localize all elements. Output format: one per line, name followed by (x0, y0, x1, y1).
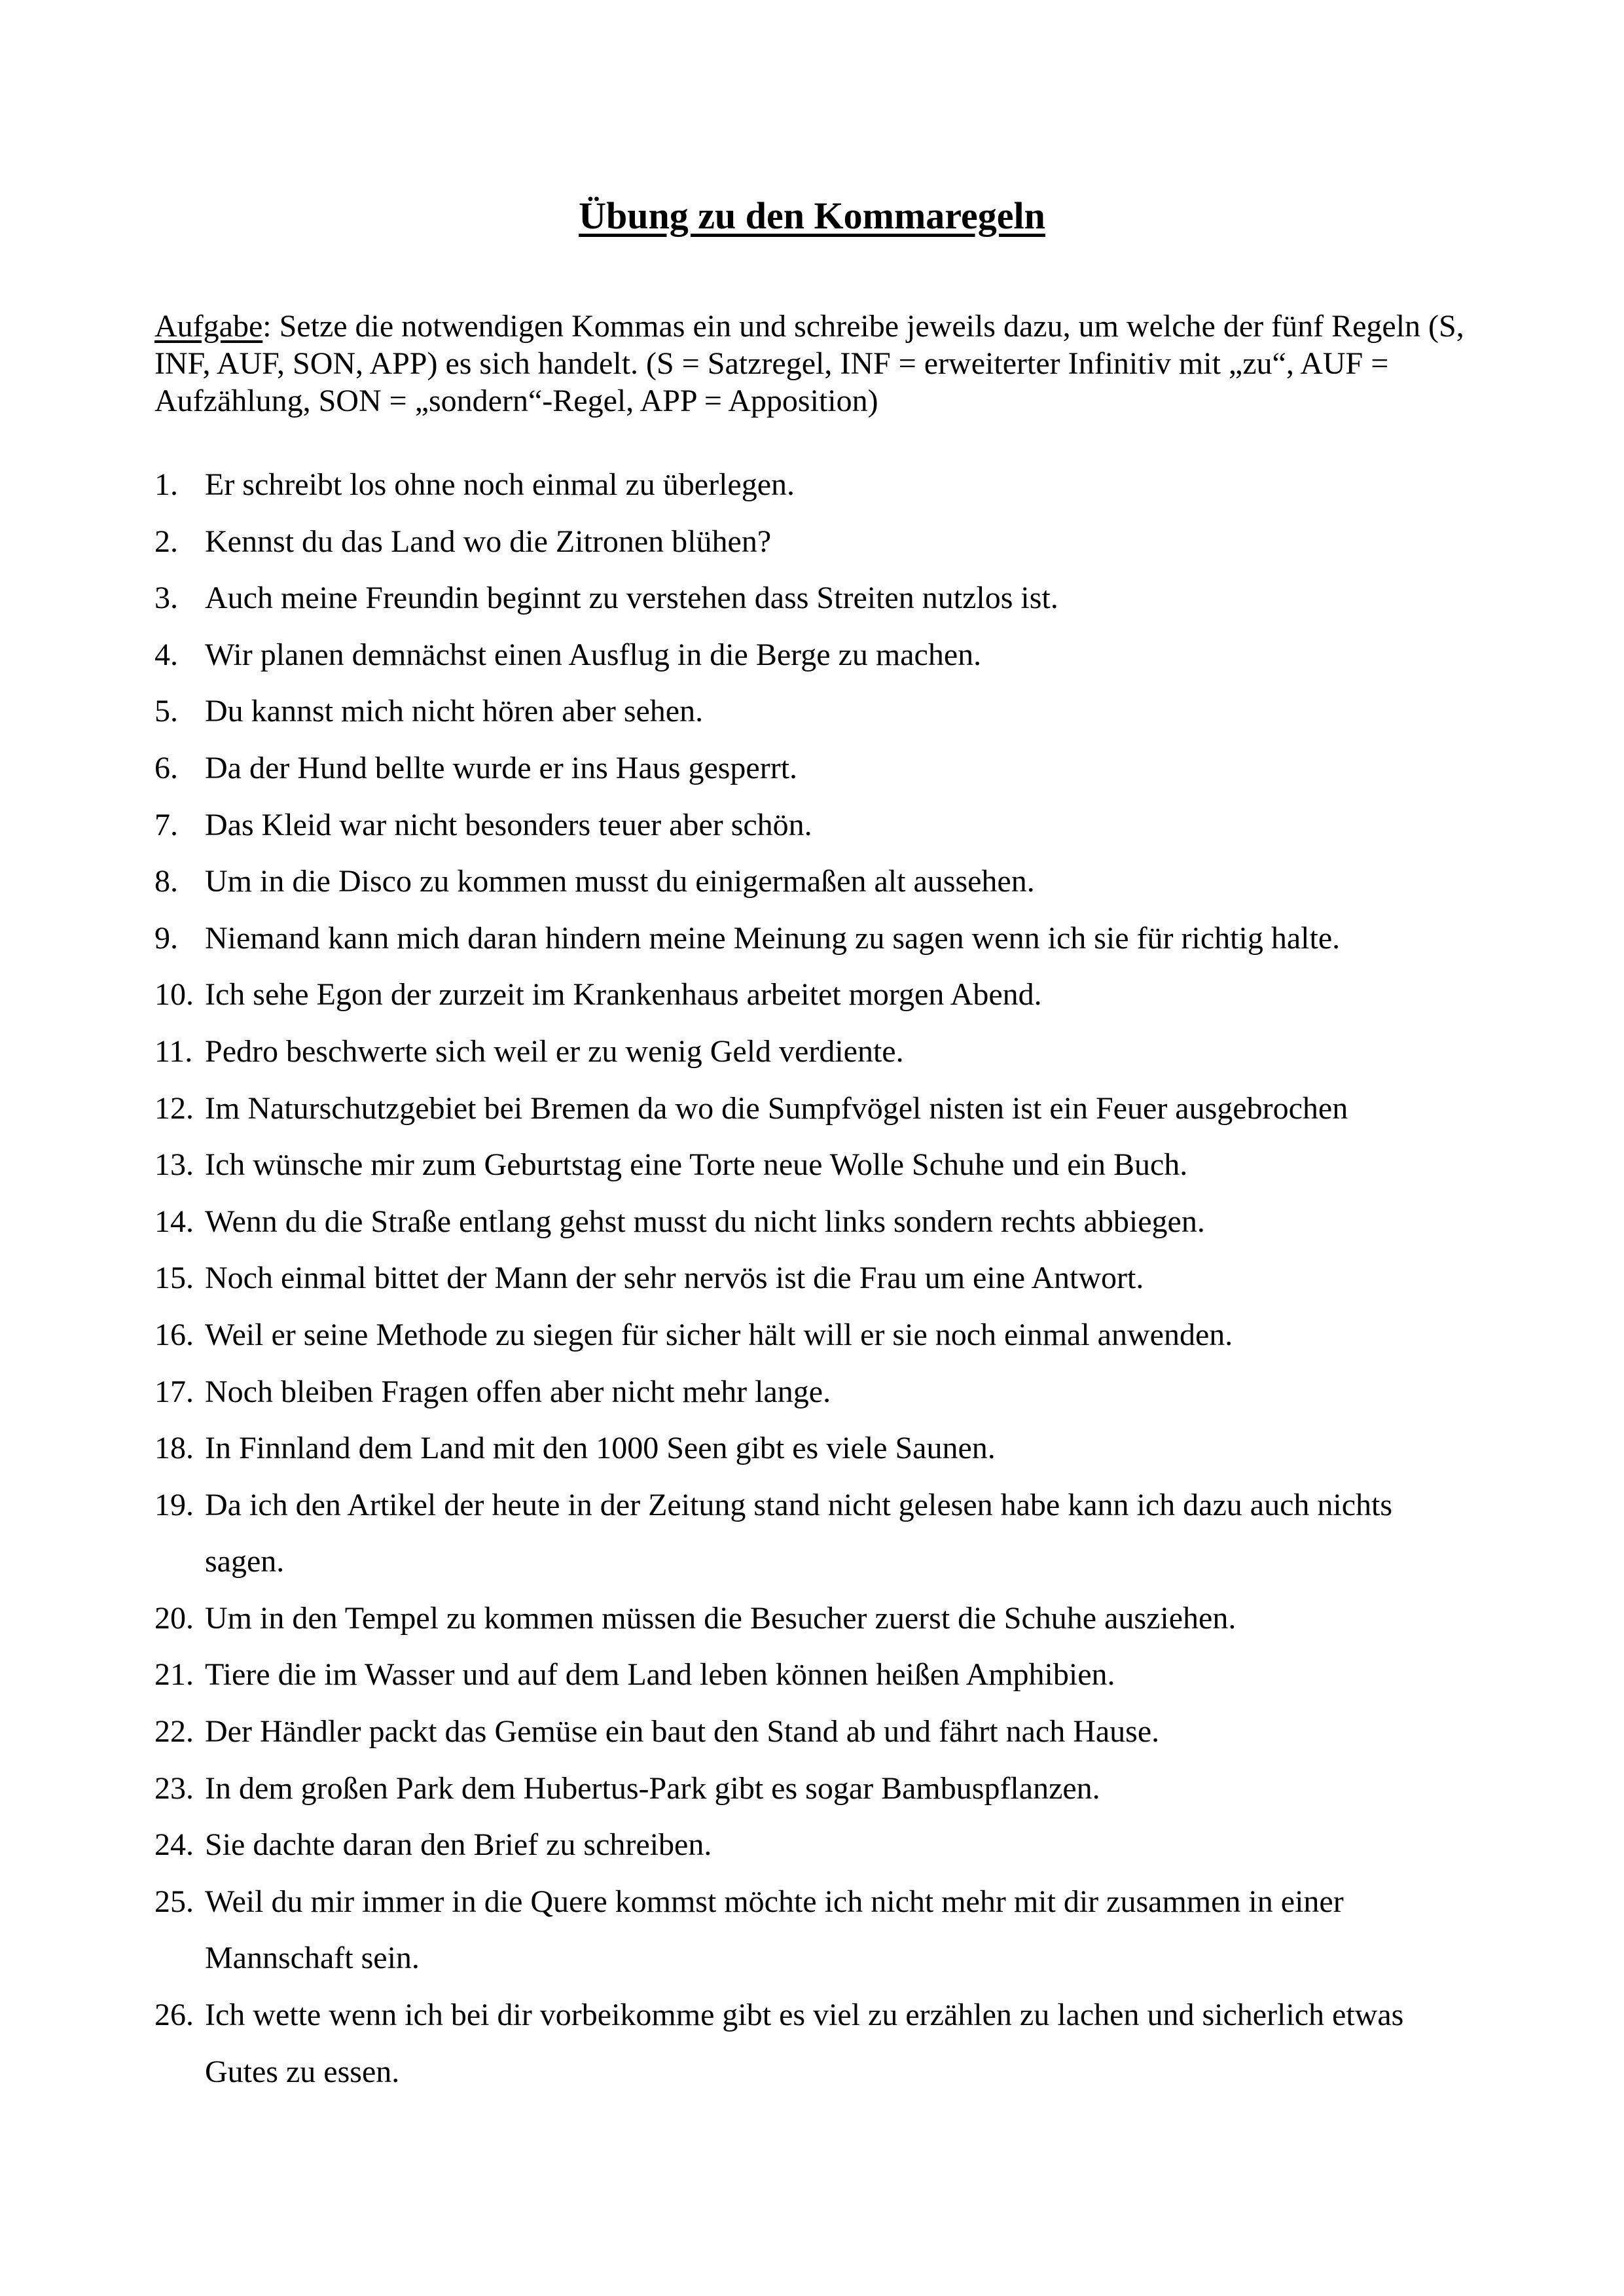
exercise-sentence: Das Kleid war nicht besonders teuer aber schön. (205, 807, 812, 842)
exercise-item (0, 1364, 1624, 1421)
exercise-sentence: Noch einmal bittet der Mann der sehr nervös ist die Frau um eine Antwort. (205, 1261, 1144, 1296)
exercise-item (0, 627, 1624, 684)
exercise-sentence: Ich sehe Egon der zurzeit im Krankenhaus arbeitet morgen Abend. (205, 977, 1042, 1013)
exercise-item (0, 1761, 1624, 1818)
exercise-number: 12. (154, 1090, 194, 1126)
exercise-number: 21. (154, 1657, 194, 1693)
exercise-item (0, 1307, 1624, 1364)
exercise-sentence: Ich wünsche mir zum Geburtstag eine Torte neue Wolle Schuhe und ein Buch. (205, 1147, 1188, 1183)
exercise-item (0, 967, 1624, 1024)
exercise-number: 5. (154, 694, 178, 729)
exercise-sentence: Da der Hund bellte wurde er ins Haus gesperrt. (205, 750, 798, 785)
exercise-sentence: Im Naturschutzgebiet bei Bremen da wo die Sumpfvögel nisten ist ein Feuer ausgebrochen (205, 1090, 1348, 1126)
exercise-item (0, 1250, 1624, 1307)
exercise-number: 15. (154, 1261, 194, 1296)
task-label: Aufgabe (154, 309, 263, 344)
exercise-number: 23. (154, 1770, 194, 1806)
exercise-sentence: Um in die Disco zu kommen musst du einigermaßen alt aussehen. (205, 864, 1035, 899)
exercise-sentence: Niemand kann mich daran hindern meine Meinung zu sagen wenn ich sie für richtig halte. (205, 920, 1341, 956)
exercise-sentence: Auch meine Freundin beginnt zu verstehen dass Streiten nutzlos ist. (205, 581, 1058, 616)
exercise-sentence: Der Händler packt das Gemüse ein baut den Stand ab und fährt nach Hause. (205, 1714, 1160, 1749)
exercise-item (0, 1137, 1624, 1194)
exercise-sentence: In dem großen Park dem Hubertus-Park gibt es sogar Bambuspflanzen. (205, 1770, 1100, 1806)
exercise-item (0, 910, 1624, 967)
exercise-sentence: Tiere die im Wasser und auf dem Land leben können heißen Amphibien. (205, 1657, 1115, 1693)
exercise-item (0, 570, 1624, 627)
page-title: Übung zu den Kommaregeln (579, 194, 1045, 237)
exercise-number: 16. (154, 1317, 194, 1352)
exercise-item (0, 740, 1624, 797)
exercise-sentence: Ich wette wenn ich bei dir vorbeikomme gibt es viel zu erzählen zu lachen und sicherlich etwas Gutes zu essen. (205, 1998, 1404, 2089)
exercise-sentence: Wenn du die Straße entlang gehst musst du nicht links sondern rechts abbiegen. (205, 1204, 1205, 1239)
exercise-number: 6. (154, 750, 178, 785)
exercise-item (0, 1081, 1624, 1138)
exercise-item (0, 1817, 1624, 1874)
exercise-item (0, 457, 1624, 514)
exercise-item (0, 1647, 1624, 1704)
exercise-number: 4. (154, 637, 178, 672)
exercise-item (0, 683, 1624, 740)
exercise-sentence: Pedro beschwerte sich weil er zu wenig Geld verdiente. (205, 1033, 904, 1069)
exercise-number: 10. (154, 977, 194, 1013)
exercise-number: 1. (154, 467, 178, 502)
exercise-number: 14. (154, 1204, 194, 1239)
exercise-number: 3. (154, 581, 178, 616)
exercise-number: 7. (154, 807, 178, 842)
exercise-item (0, 1987, 1624, 2100)
task-text: : Setze die notwendigen Kommas ein und schreibe jeweils dazu, um welche der fünf Regeln (S, INF, AUF, SON, APP) es sich handelt. (S = Satzregel, INF = erweiterter Infinitiv mit „zu“, AUF = Aufzählung, SON = „sondern“-Regel, APP = Apposition) (154, 309, 1464, 418)
exercise-number: 24. (154, 1827, 194, 1863)
exercise-number: 19. (154, 1487, 194, 1522)
exercise-number: 20. (154, 1600, 194, 1636)
exercise-sentence: Du kannst mich nicht hören aber sehen. (205, 694, 704, 729)
exercise-list (0, 457, 1624, 2100)
exercise-sentence: Um in den Tempel zu kommen müssen die Besucher zuerst die Schuhe ausziehen. (205, 1600, 1236, 1636)
exercise-item (0, 1420, 1624, 1477)
exercise-sentence: Er schreibt los ohne noch einmal zu überlegen. (205, 467, 795, 502)
exercise-number: 17. (154, 1374, 194, 1409)
exercise-item (0, 1477, 1624, 1590)
exercise-sentence: In Finnland dem Land mit den 1000 Seen gibt es viele Saunen. (205, 1431, 996, 1466)
exercise-item (0, 1874, 1624, 1987)
exercise-item (0, 797, 1624, 854)
exercise-sentence: Noch bleiben Fragen offen aber nicht mehr lange. (205, 1374, 831, 1409)
exercise-number: 18. (154, 1431, 194, 1466)
exercise-number: 13. (154, 1147, 194, 1183)
exercise-sentence: Kennst du das Land wo die Zitronen blühen? (205, 524, 772, 559)
exercise-number: 22. (154, 1714, 194, 1749)
exercise-number: 2. (154, 524, 178, 559)
exercise-sentence: Weil er seine Methode zu siegen für sicher hält will er sie noch einmal anwenden. (205, 1317, 1233, 1352)
exercise-item (0, 1024, 1624, 1081)
task-instructions (154, 308, 1483, 420)
exercise-item (0, 514, 1624, 571)
exercise-sentence: Weil du mir immer in die Quere kommst möchte ich nicht mehr mit dir zusammen in einer Mannschaft sein. (205, 1884, 1344, 1976)
exercise-item (0, 1194, 1624, 1251)
exercise-number: 9. (154, 920, 178, 956)
exercise-item (0, 1704, 1624, 1761)
exercise-item (0, 1590, 1624, 1647)
exercise-sentence: Wir planen demnächst einen Ausflug in die Berge zu machen. (205, 637, 982, 672)
exercise-sentence: Da ich den Artikel der heute in der Zeitung stand nicht gelesen habe kann ich dazu auch nichts sagen. (205, 1487, 1393, 1579)
exercise-item (0, 853, 1624, 910)
exercise-number: 26. (154, 1998, 194, 2033)
exercise-sentence: Sie dachte daran den Brief zu schreiben. (205, 1827, 712, 1863)
exercise-number: 11. (154, 1033, 193, 1069)
exercise-number: 25. (154, 1884, 194, 1919)
exercise-number: 8. (154, 864, 178, 899)
